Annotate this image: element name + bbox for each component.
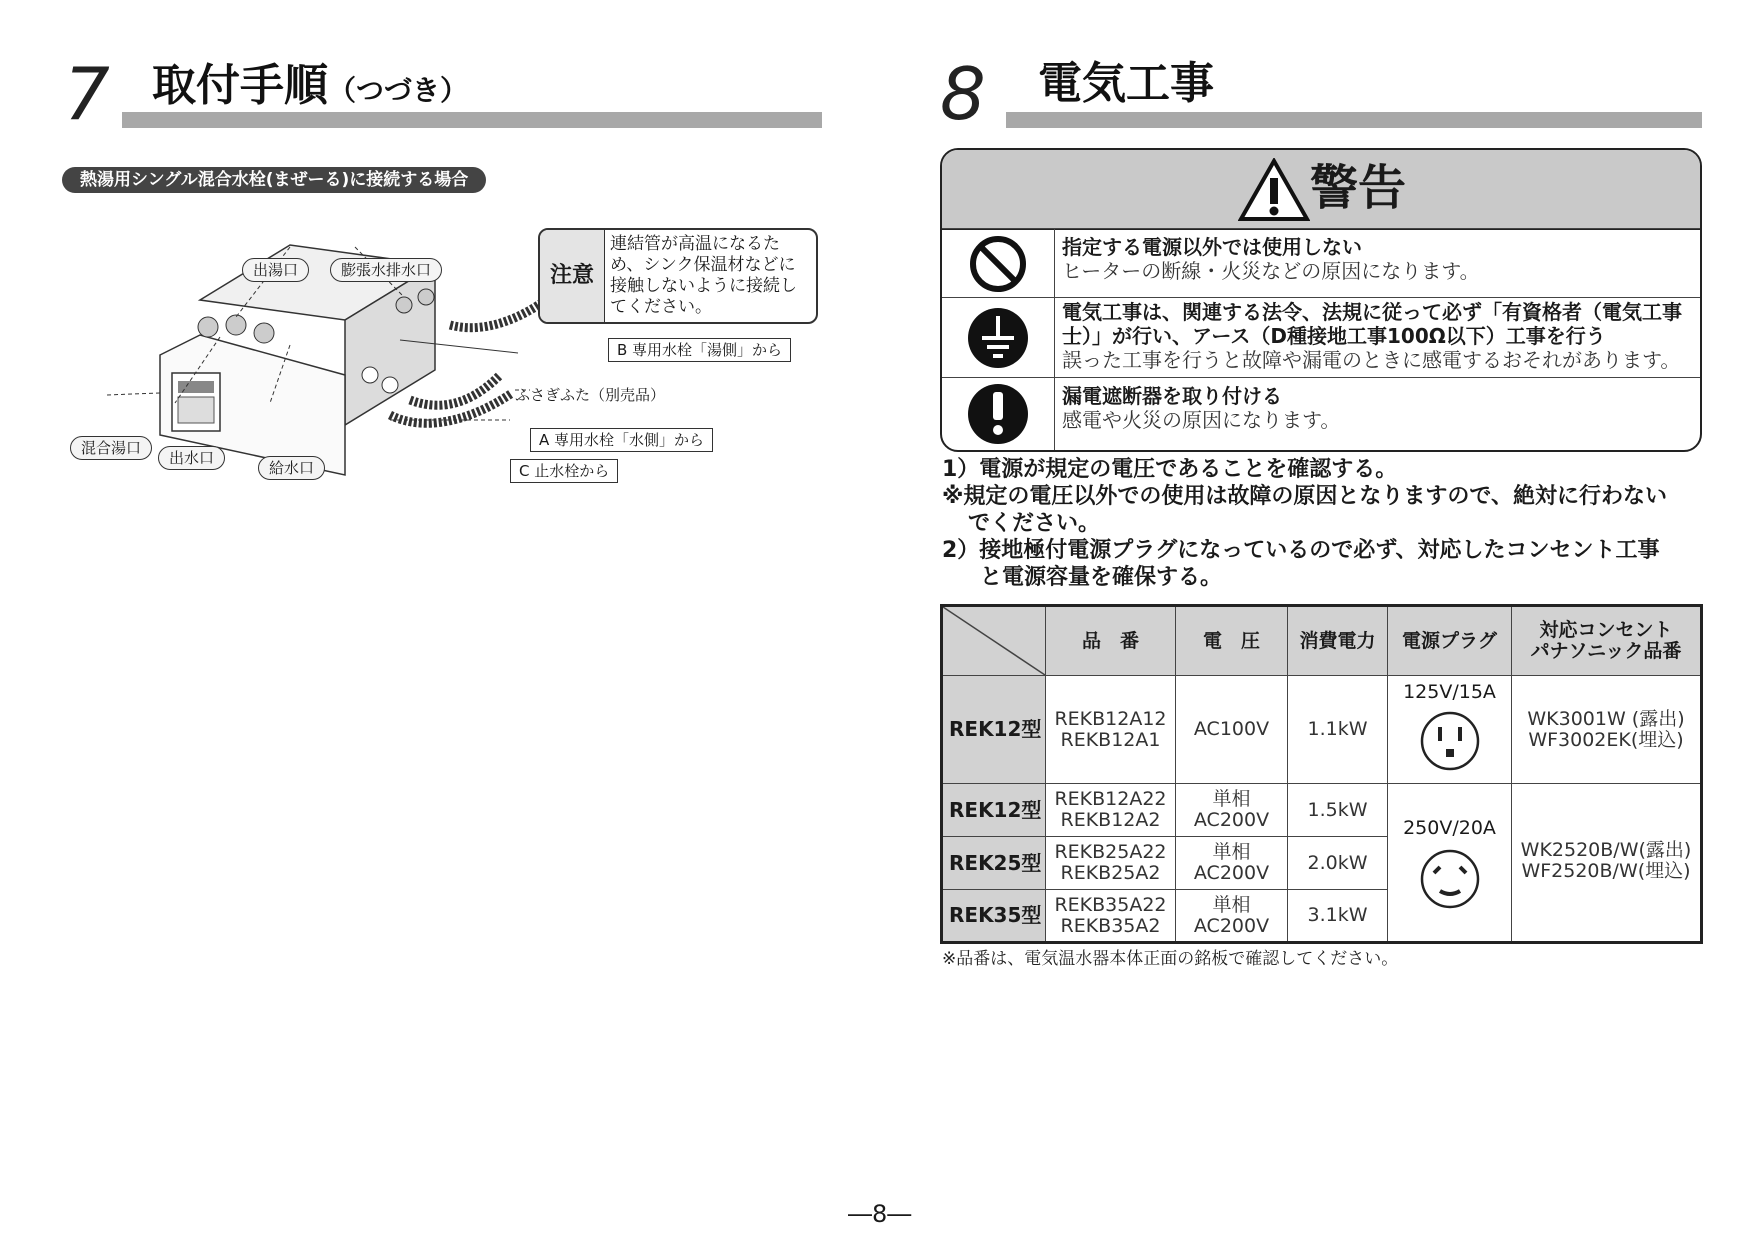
label-cap: ふさぎふた（別売品） bbox=[515, 386, 666, 404]
warning-row bbox=[942, 228, 1700, 298]
warning-triangle-icon bbox=[1238, 158, 1310, 222]
exclamation-icon bbox=[942, 378, 1055, 451]
plug-rating: 250V/20A bbox=[1403, 817, 1496, 839]
warning-bold-text: 漏電遮断器を取り付ける bbox=[1062, 384, 1282, 408]
table-power: 1.5kW bbox=[1288, 784, 1388, 837]
section-number-7: 7 bbox=[64, 52, 110, 136]
label-expansion-drain: 膨張水排水口 bbox=[330, 258, 442, 282]
label-a-from: A 専用水栓「水側」から bbox=[530, 428, 713, 452]
table-plug-100 bbox=[1388, 676, 1512, 784]
warning-normal-text: 誤った工事を行うと故障や漏電のときに感電するおそれがあります。 bbox=[1062, 348, 1681, 372]
plug-250v-icon bbox=[1418, 847, 1482, 911]
title-main: 取付手順 bbox=[152, 60, 328, 111]
label-water-supply: 給水口 bbox=[258, 456, 325, 480]
table-header: 消費電力 bbox=[1288, 606, 1388, 676]
section-title-installation bbox=[152, 62, 468, 115]
warning-row bbox=[942, 297, 1700, 378]
table-voltage: 単相 AC200V bbox=[1176, 784, 1288, 837]
section-underline bbox=[1006, 112, 1702, 128]
table-footnote: ※品番は、電気温水器本体正面の銘板で確認してください。 bbox=[942, 949, 1399, 969]
label-mixed-hot: 混合湯口 bbox=[70, 436, 152, 460]
table-outlet-200: WK2520B/W(露出) WF2520B/W(埋込) bbox=[1512, 784, 1702, 943]
table-model: REK25型 bbox=[942, 837, 1046, 890]
table-header: 電 圧 bbox=[1176, 606, 1288, 676]
warning-bold-text: 指定する電源以外では使用しない bbox=[1062, 235, 1362, 259]
instruction-2: 2）接地極付電源プラグになっているので必ず、対応したコンセント工事 bbox=[942, 538, 1660, 563]
table-outlet-100: WK3001W (露出) WF3002EK(埋込) bbox=[1512, 676, 1702, 784]
section-number-8: 8 bbox=[940, 52, 986, 136]
table-header: 品 番 bbox=[1046, 606, 1176, 676]
table-voltage: 単相 AC200V bbox=[1176, 890, 1288, 943]
table-part: REKB12A12 REKB12A1 bbox=[1046, 676, 1176, 784]
plug-125v-icon bbox=[1418, 709, 1482, 773]
table-power: 2.0kW bbox=[1288, 837, 1388, 890]
ground-icon bbox=[942, 298, 1055, 378]
table-voltage: AC100V bbox=[1176, 676, 1288, 784]
spec-table bbox=[940, 604, 1703, 944]
table-model: REK35型 bbox=[942, 890, 1046, 943]
warning-box bbox=[940, 148, 1702, 452]
table-header: 対応コンセント パナソニック品番 bbox=[1512, 606, 1702, 676]
warning-row bbox=[942, 377, 1700, 451]
label-c-from: C 止水栓から bbox=[510, 459, 618, 483]
warning-normal-text: ヒーターの断線・火災などの原因になります。 bbox=[1062, 259, 1480, 283]
prohibition-icon bbox=[942, 229, 1055, 298]
subsection-pill: 熱湯用シングル混合水栓(まぜーる)に接続する場合 bbox=[62, 167, 486, 193]
table-power: 1.1kW bbox=[1288, 676, 1388, 784]
title-sub: （つづき） bbox=[328, 74, 469, 107]
page-number: ―8― bbox=[848, 1200, 912, 1228]
label-b-from: B 専用水栓「湯側」から bbox=[608, 338, 791, 362]
table-model: REK12型 bbox=[942, 676, 1046, 784]
table-header: 電源プラグ bbox=[1388, 606, 1512, 676]
caution-text: 連結管が高温になるため、シンク保温材などに接触しないように接続してください。 bbox=[610, 234, 797, 317]
table-plug-200 bbox=[1388, 784, 1512, 943]
table-part: REKB25A22 REKB25A2 bbox=[1046, 837, 1176, 890]
table-part: REKB35A22 REKB35A2 bbox=[1046, 890, 1176, 943]
caution-heading: 注意 bbox=[540, 230, 605, 322]
label-outlet-hot: 出湯口 bbox=[242, 258, 309, 282]
label-outlet-water: 出水口 bbox=[158, 446, 225, 470]
warning-header bbox=[942, 150, 1700, 230]
table-voltage: 単相 AC200V bbox=[1176, 837, 1288, 890]
table-model: REK12型 bbox=[942, 784, 1046, 837]
table-power: 3.1kW bbox=[1288, 890, 1388, 943]
warning-bold-text: 電気工事は、関連する法令、法規に従って必ず「有資格者（電気工事士）」が行い、アース（D種接地工事100Ω以下）工事を行う bbox=[1062, 300, 1682, 348]
instruction-note: ※規定の電圧以外での使用は故障の原因となりますので、絶対に行わない bbox=[942, 484, 1667, 509]
section-title-electrical: 電気工事 bbox=[1038, 58, 1214, 109]
warning-title: 警告 bbox=[1310, 160, 1407, 216]
caution-note bbox=[538, 228, 818, 324]
instruction-2-cont: と電源容量を確保する。 bbox=[980, 565, 1223, 590]
table-part: REKB12A22 REKB12A2 bbox=[1046, 784, 1176, 837]
instruction-1: 1）電源が規定の電圧であることを確認する。 bbox=[942, 457, 1398, 482]
warning-normal-text: 感電や火災の原因になります。 bbox=[1062, 408, 1341, 432]
section-underline bbox=[122, 112, 822, 128]
table-corner-cell bbox=[942, 606, 1046, 676]
plug-rating: 125V/15A bbox=[1403, 681, 1496, 703]
instruction-note-cont: でください。 bbox=[968, 511, 1101, 536]
